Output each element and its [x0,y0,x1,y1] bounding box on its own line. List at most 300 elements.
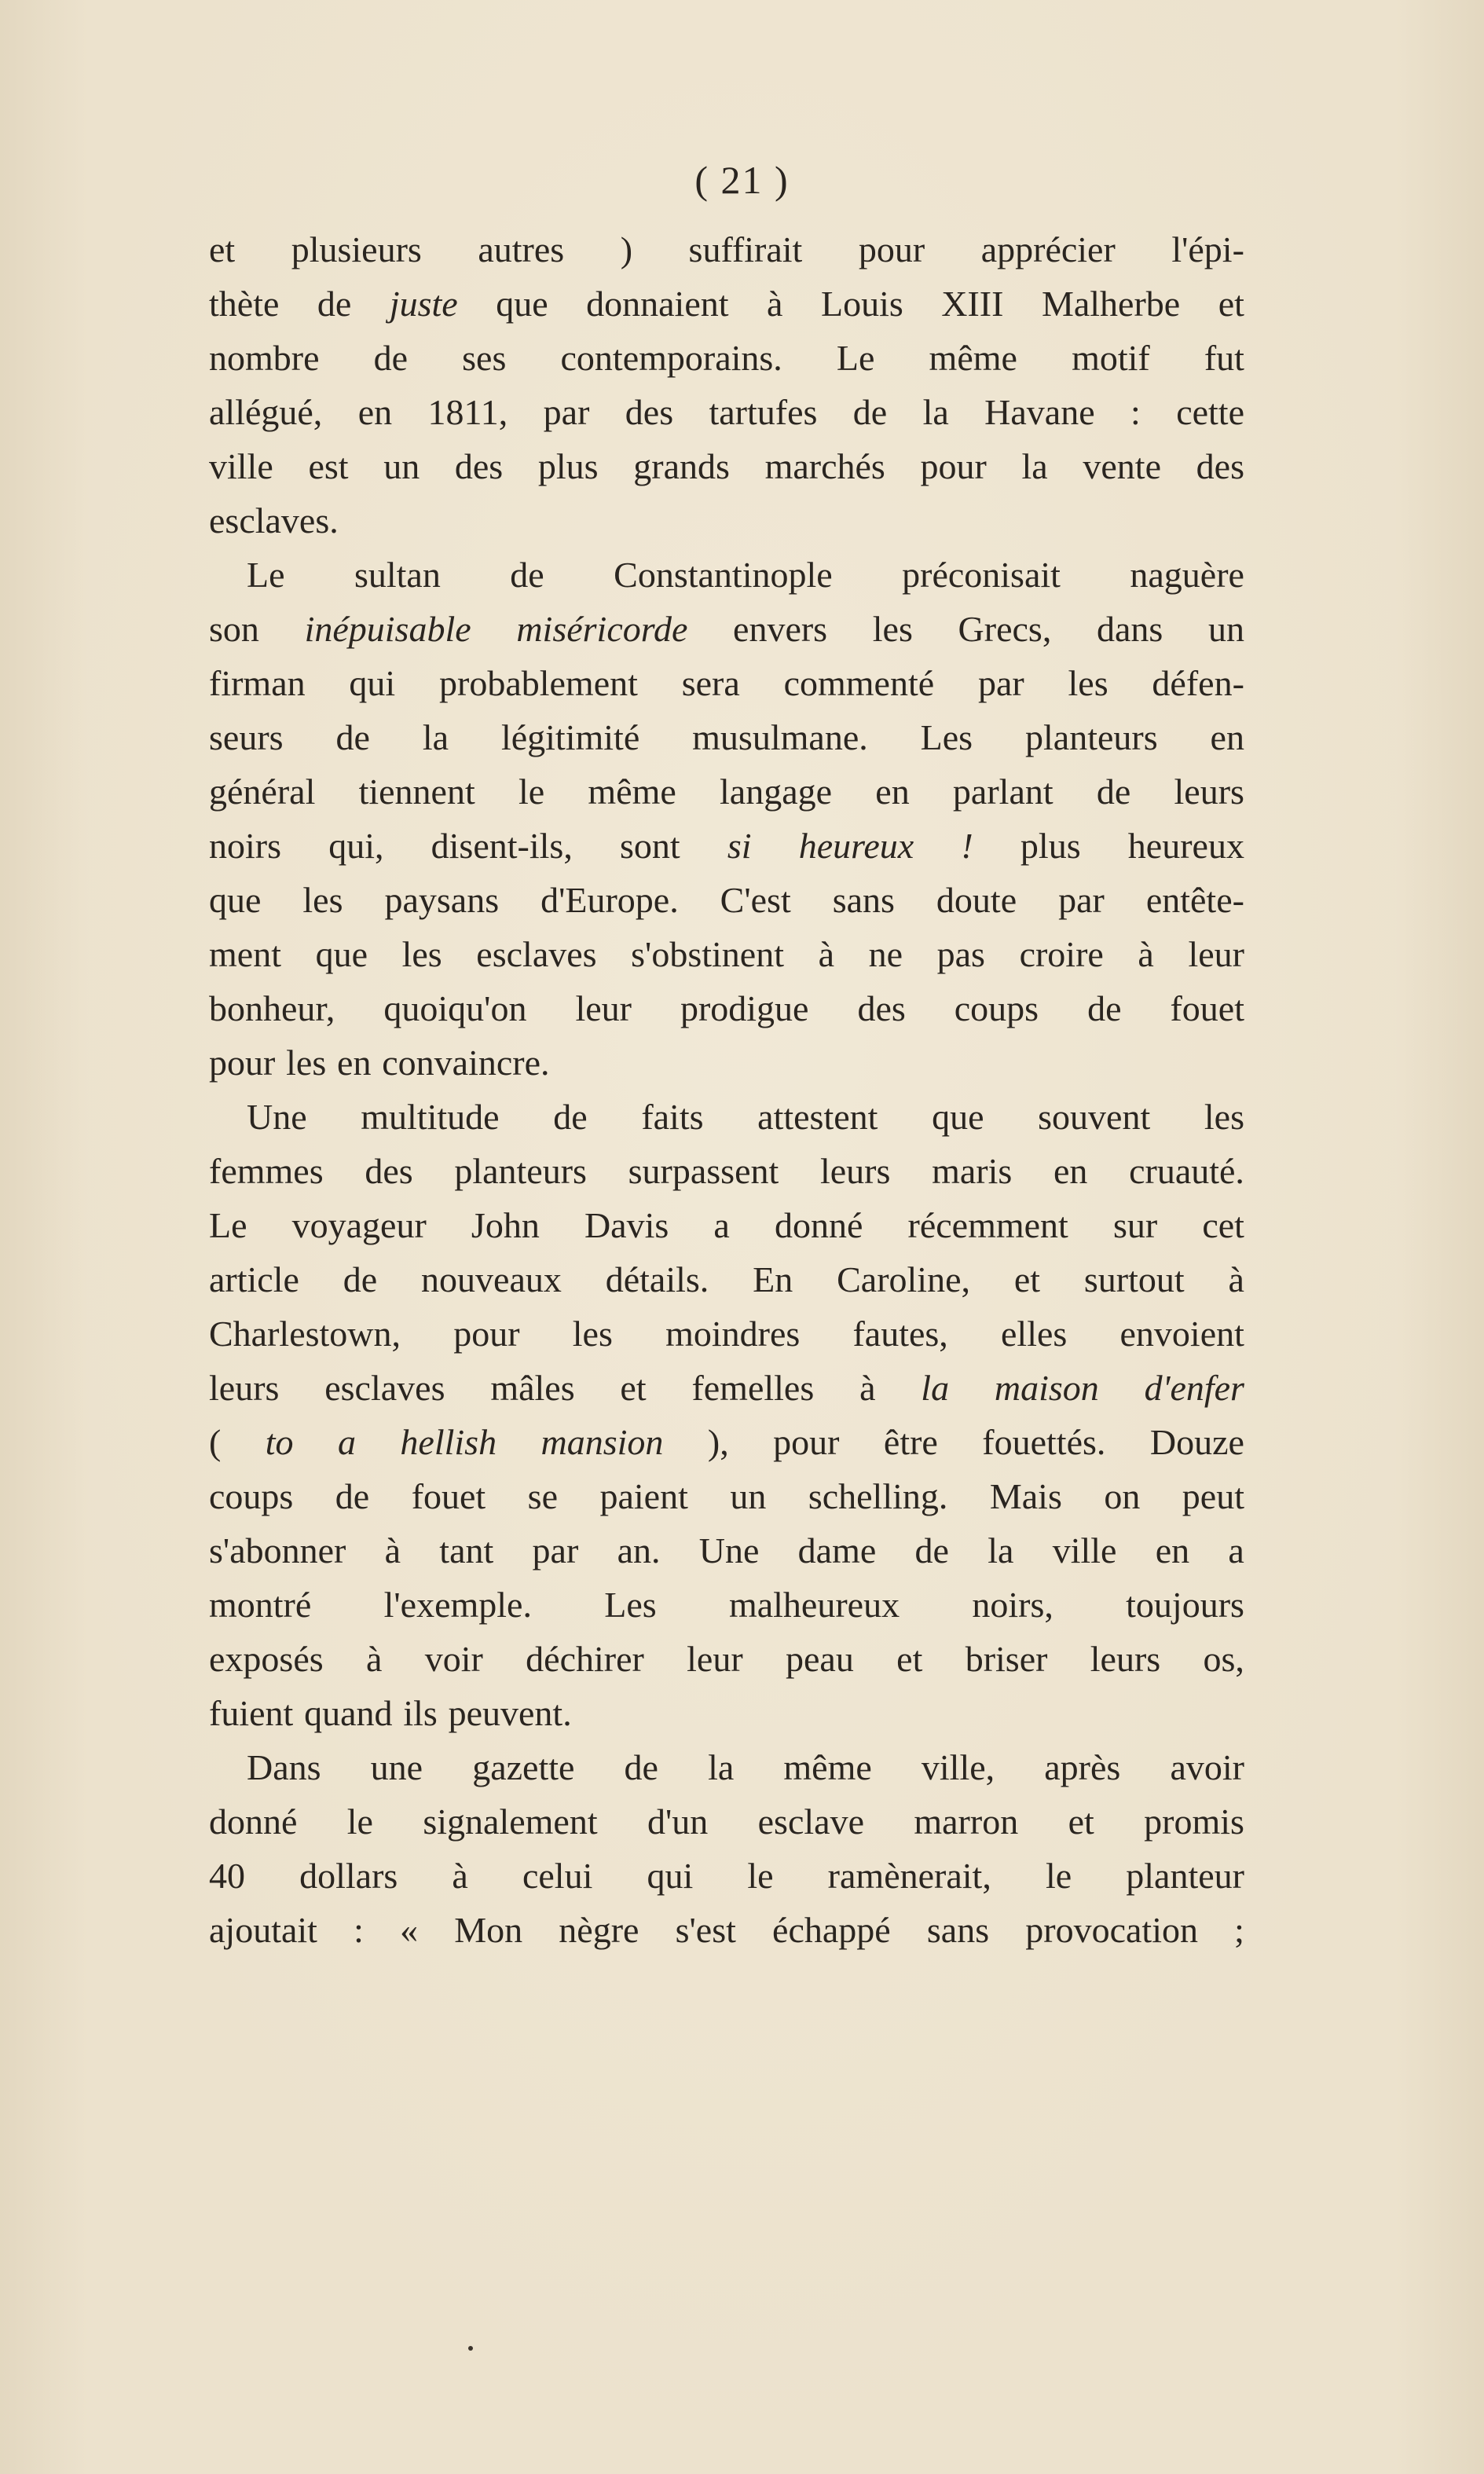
text-line-13 [209,873,1244,927]
text-line-29 [209,1740,1244,1794]
text-line-20 [209,1252,1244,1307]
word [921,1361,949,1415]
word [799,819,914,873]
word [1025,710,1158,764]
word [588,764,676,819]
word [914,1794,1018,1849]
roman-text: grands [633,446,730,486]
roman-text: convaincre. [382,1043,550,1083]
word [1150,1415,1244,1469]
roman-text: sans [832,880,895,920]
text-line-15 [209,981,1244,1035]
roman-text: ajoutait [209,1910,317,1950]
roman-text: les [401,934,442,974]
roman-text: ment [209,934,281,974]
roman-text: paysans [384,880,500,920]
roman-text: le [1045,1856,1072,1896]
word [1014,1252,1040,1307]
roman-text: peuvent. [448,1693,572,1733]
roman-text: de [373,338,409,378]
text-line-14 [209,927,1244,981]
word [884,1415,938,1469]
word [953,764,1053,819]
text-line-26 [209,1578,1244,1632]
roman-text: ne [868,934,903,974]
word [641,1090,703,1144]
roman-text: à [1228,1259,1244,1299]
roman-text: esclave [757,1801,864,1842]
word [538,439,599,493]
roman-text: probablement [439,663,638,703]
word [209,1035,275,1090]
word [1182,1469,1244,1523]
word [966,1632,1048,1686]
italic-text: maison [994,1368,1099,1408]
roman-text: leur [575,988,632,1028]
word [633,439,730,493]
word [1020,819,1081,873]
word [1068,1794,1094,1849]
roman-text: Une [247,1097,307,1137]
roman-text: suffirait [688,229,803,269]
roman-text: qui [647,1856,694,1896]
word [1038,1090,1150,1144]
word [932,1144,1012,1198]
roman-text: fouet [411,1476,486,1516]
word [1171,222,1244,277]
text-line-12 [209,819,1244,873]
word [875,764,909,819]
word [620,1361,646,1415]
word [209,1415,221,1469]
word [449,1686,572,1740]
word [988,1523,1013,1578]
word [708,1415,729,1469]
word [501,710,639,764]
word [680,981,809,1035]
text-line-11 [209,764,1244,819]
word [628,1144,779,1198]
word [1170,1740,1244,1794]
ink-speck [468,2346,473,2351]
word [453,1307,519,1361]
word [729,1578,900,1632]
roman-text: schelling. [808,1476,948,1516]
roman-text: disent-ils, [431,826,573,866]
roman-text: fouettés. [982,1422,1106,1462]
word [316,927,368,981]
roman-text: briser [965,1639,1048,1679]
roman-text: de [510,555,544,595]
roman-text: quand [304,1693,393,1733]
word [586,277,728,331]
word [955,981,1039,1035]
roman-text: même [929,338,1017,378]
roman-text: de [335,1476,370,1516]
roman-text: femelles [691,1368,815,1408]
word [625,1740,658,1794]
roman-text: Le [209,1205,247,1245]
roman-text: pour [858,229,925,269]
text-line-18 [209,1144,1244,1198]
word [720,873,791,927]
word [431,819,573,873]
word [209,385,322,439]
roman-text: plus [1020,826,1081,866]
roman-text: le [346,1801,373,1842]
word [936,873,1017,927]
roman-text: signalement [423,1801,598,1842]
word [349,656,395,710]
roman-text: Caroline, [837,1259,970,1299]
word [400,1903,418,1957]
roman-text: en [1210,717,1244,757]
roman-text: d'Europe. [540,880,679,920]
roman-text: leurs [1090,1639,1161,1679]
roman-text: ) [620,229,633,269]
word [209,602,259,656]
roman-text: ses [462,338,507,378]
word [209,1794,297,1849]
roman-text: promis [1144,1801,1244,1842]
roman-text: de [624,1747,658,1787]
roman-text: Dans [247,1747,321,1787]
word [209,873,261,927]
word [941,277,1003,331]
roman-text: que [209,880,262,920]
roman-text: exposés [209,1639,324,1679]
text-line-28 [209,1686,1244,1740]
word [518,764,544,819]
roman-text: 40 [209,1856,245,1896]
roman-text: des [1196,446,1244,486]
roman-text: autres [478,229,565,269]
word [1202,1198,1244,1252]
word [452,1849,467,1903]
text-line-01 [209,222,1244,277]
word [471,1198,540,1252]
word [476,927,596,981]
word [981,222,1116,277]
word [1170,981,1244,1035]
word [853,385,887,439]
word [383,439,420,493]
roman-text: Les [920,717,973,757]
roman-text: XIII [941,284,1004,324]
word [1204,331,1244,385]
word [747,1849,773,1903]
word [786,1632,854,1686]
roman-text: à [1138,934,1154,974]
roman-text: faits [641,1097,704,1137]
roman-text: : [1130,392,1141,432]
roman-text: malheureux [728,1585,900,1625]
word [859,1361,875,1415]
roman-text: firman [209,663,306,703]
roman-text: Mon [454,1910,523,1950]
word [767,277,782,331]
roman-text: planteurs [1025,717,1158,757]
roman-text: et [209,229,236,269]
word [1126,1578,1244,1632]
roman-text: an. [617,1530,661,1571]
word [266,1415,294,1469]
roman-text: d'un [647,1801,709,1842]
roman-text: leur [687,1639,743,1679]
roman-text: pour [209,1043,276,1083]
word [927,1903,989,1957]
word [958,602,1052,656]
roman-text: voir [424,1639,483,1679]
roman-text: fuient [209,1693,294,1733]
word [366,1632,382,1686]
body-text [209,222,1244,1957]
word [757,1090,878,1144]
roman-text: fut [1204,338,1244,378]
roman-text: commenté [783,663,935,703]
word [1126,1849,1244,1903]
roman-text: voyageur [291,1205,427,1245]
word [896,1632,922,1686]
roman-text: gazette [472,1747,575,1787]
roman-text: un [383,446,420,486]
word [209,981,335,1035]
word [454,1144,587,1198]
word [773,1415,839,1469]
roman-text: le [747,1856,774,1896]
word [209,1686,293,1740]
word [692,710,868,764]
roman-text: s'abonner [209,1530,346,1571]
word [209,1849,245,1903]
roman-text: quoiqu'on [383,988,527,1028]
word [526,1632,644,1686]
word [1156,1523,1189,1578]
roman-text: les [572,1314,613,1354]
word [383,981,526,1035]
word [784,656,935,710]
roman-text: marron [914,1801,1019,1842]
roman-text: des [625,392,674,432]
roman-text: et [1013,1259,1041,1299]
roman-text: Le [836,338,875,378]
word [1204,1632,1244,1686]
word [541,1415,664,1469]
word [1234,1903,1244,1957]
word [676,1903,736,1957]
word [604,1578,656,1632]
roman-text: nègre [559,1910,639,1950]
roman-text: les [302,880,343,920]
roman-text: les [1204,1097,1244,1137]
roman-text: sur [1112,1205,1158,1245]
roman-text: ), [707,1422,729,1462]
word [510,548,544,602]
roman-text: nouveaux [421,1259,562,1299]
word [423,1794,597,1849]
roman-text: peut [1182,1476,1244,1516]
word [1128,819,1244,873]
word [390,277,458,331]
word [687,1632,743,1686]
text-line-04 [209,385,1244,439]
word [584,1198,669,1252]
roman-text: paient [599,1476,688,1516]
roman-text: croire [1019,934,1104,974]
roman-text: les [1068,663,1108,703]
roman-text: en [1155,1530,1190,1571]
roman-text: dollars [299,1856,398,1896]
roman-text: sultan [354,555,441,595]
word [209,222,235,277]
italic-text: hellish [400,1422,497,1462]
roman-text: Malherbe [1041,284,1181,324]
word [490,1361,574,1415]
word [1218,277,1244,331]
roman-text: Douze [1149,1422,1244,1462]
word [1025,1903,1198,1957]
word [533,1523,579,1578]
roman-text: ville [1052,1530,1117,1571]
roman-text: leurs [209,1368,280,1408]
text-line-02 [209,277,1244,331]
roman-text: tiennent [358,772,475,812]
roman-text: à [818,934,835,974]
roman-text: seurs [209,717,284,757]
roman-text: les [872,609,913,649]
roman-text: être [883,1422,938,1462]
roman-text: en [1053,1151,1088,1191]
word [995,1361,1099,1415]
italic-text: inépuisable [304,609,471,649]
word [286,1035,326,1090]
roman-text: Charlestown, [209,1314,401,1354]
italic-text: juste [389,284,458,324]
word [828,1849,991,1903]
roman-text: défen- [1152,663,1244,703]
roman-text: s'obstinent [631,934,785,974]
word [496,277,548,331]
word [921,710,973,764]
roman-text: de [317,284,352,324]
roman-text: par [1058,880,1105,920]
italic-text: heureux [798,826,914,866]
roman-text: heureux [1127,826,1244,866]
roman-text: de [553,1097,588,1137]
roman-text: motif [1072,338,1150,378]
word [908,1198,1068,1252]
word [209,1632,324,1686]
word [1176,385,1244,439]
roman-text: bonheur, [209,988,335,1028]
roman-text: son [209,609,259,649]
roman-text: un [730,1476,767,1516]
word [620,819,680,873]
word [209,331,320,385]
word [365,1144,412,1198]
roman-text: se [527,1476,558,1516]
word [923,385,949,439]
word [689,222,803,277]
word [902,548,1061,602]
roman-text: peau [786,1639,854,1679]
text-line-24 [209,1469,1244,1523]
word [343,1252,377,1307]
word [606,1252,709,1307]
roman-text: ramènerait, [827,1856,991,1896]
word [733,602,827,656]
roman-text: pour [773,1422,840,1462]
roman-text: Davis [584,1205,669,1245]
word [540,873,679,927]
word [758,1794,864,1849]
word [932,1090,984,1144]
word [1053,1144,1087,1198]
roman-text: Havane [984,392,1095,432]
roman-text: sera [681,663,740,703]
roman-text: leurs [819,1151,891,1191]
word [575,981,632,1035]
roman-text: à [384,1530,401,1571]
roman-text: toujours [1126,1585,1244,1625]
word [915,1523,949,1578]
word [1083,439,1161,493]
roman-text: et [1218,284,1244,324]
roman-text: leurs [1174,772,1244,812]
roman-text: dans [1097,609,1163,649]
roman-text: légitimité [500,717,640,757]
roman-text: à [452,1856,468,1896]
roman-text: planteur [1126,1856,1244,1896]
word [1144,1794,1244,1849]
roman-text: langage [720,772,833,812]
word [972,1578,1053,1632]
word [209,1252,299,1307]
text-line-10 [209,710,1244,764]
roman-text: de [914,1530,949,1571]
italic-text: d'enfer [1144,1368,1244,1408]
roman-text: et [1068,1801,1094,1842]
word [708,1740,734,1794]
roman-text: Constantinople [614,555,833,595]
roman-text: que [315,934,368,974]
roman-text: les [286,1043,327,1083]
roman-text: l'épi- [1171,229,1244,269]
roman-text: marchés [764,446,885,486]
roman-text: détails. [605,1259,709,1299]
word [691,1361,814,1415]
roman-text: contemporains. [560,338,782,378]
roman-text: esclaves [476,934,597,974]
roman-text: donnaient [586,284,729,324]
word [1130,548,1244,602]
roman-text: de [1096,772,1131,812]
word [209,1307,401,1361]
word [857,981,905,1035]
word [361,1090,499,1144]
word [1120,1307,1244,1361]
text-line-07 [209,548,1244,602]
word [354,548,441,602]
text-line-16 [209,1035,1244,1090]
word [631,927,784,981]
word [1046,1849,1072,1903]
word [647,1849,693,1903]
word [961,819,973,873]
roman-text: Grecs, [958,609,1052,649]
word [1068,656,1108,710]
roman-text: elles [1001,1314,1068,1354]
